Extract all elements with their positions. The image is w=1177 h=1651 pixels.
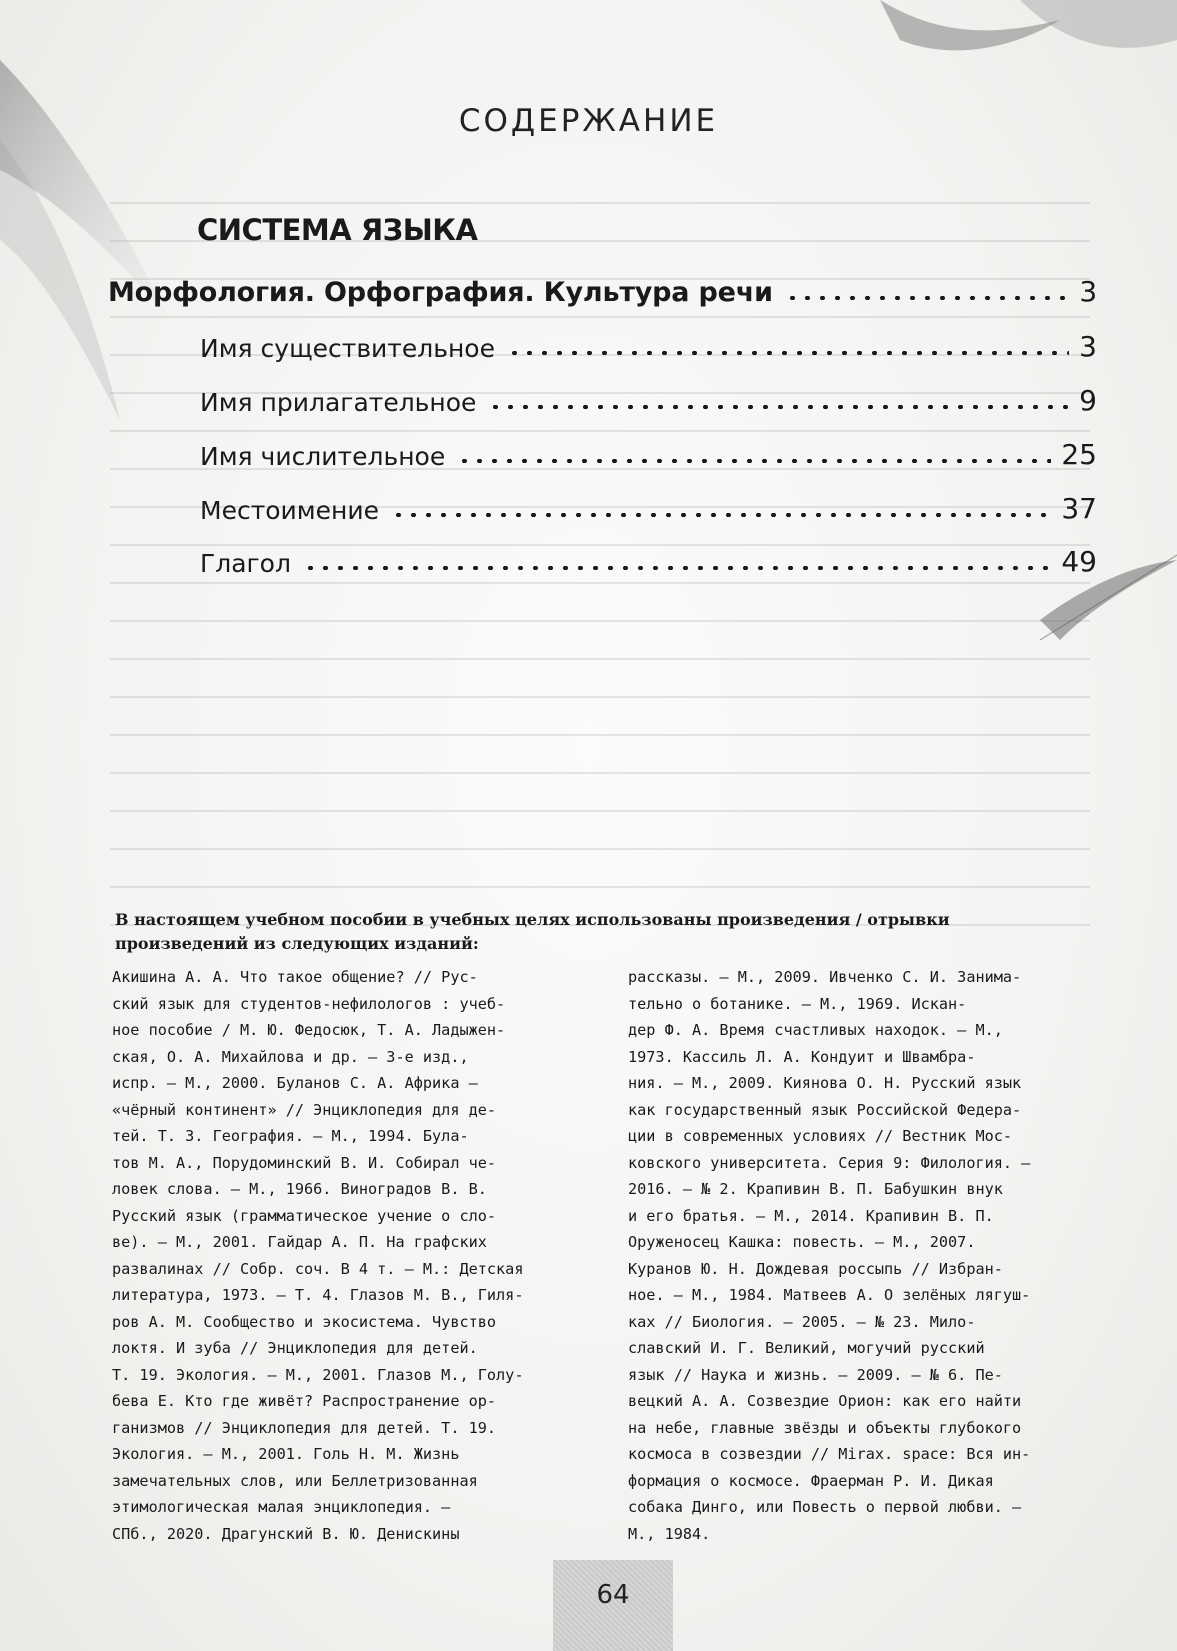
source-line: Т. 19. Экология. — М., 2001. Глазов М., Голу- bbox=[112, 1365, 524, 1384]
source-line: ганизмов // Энциклопедия для детей. Т. 19. bbox=[112, 1418, 497, 1437]
toc-entry[interactable] bbox=[200, 485, 1097, 525]
toc-page-number: 3 bbox=[1079, 275, 1097, 308]
source-line: тей. Т. 3. География. — М., 1994. Була- bbox=[112, 1127, 469, 1145]
source-line: ловек слова. — М., 1966. Виноградов В. В. bbox=[112, 1180, 487, 1198]
source-line: ров А. М. Сообщество и экосистема. Чувство bbox=[112, 1312, 497, 1331]
source-line: ский язык для студентов-нефилологов : учеб- bbox=[112, 994, 506, 1013]
source-line: Акишина А. А. Что такое общение? // Рус- bbox=[112, 968, 478, 986]
source-line: бева Е. Кто где живёт? Распространение ор- bbox=[112, 1392, 497, 1410]
source-line: развалинах // Собр. соч. В 4 т. — М.: Детская bbox=[112, 1259, 524, 1278]
leader-dots bbox=[391, 513, 1051, 517]
source-line: ве). — М., 2001. Гайдар А. П. На графских bbox=[112, 1233, 487, 1251]
source-line: тельно о ботанике. — М., 1969. Искан- bbox=[628, 994, 967, 1013]
source-line: вецкий А. А. Созвездие Орион: как его найти bbox=[628, 1392, 1022, 1410]
source-line: собака Динго, или Повесть о первой любви. — bbox=[628, 1498, 1022, 1516]
source-line: ках // Биология. — 2005. — № 23. Мило- bbox=[628, 1312, 976, 1331]
toc-page-number: 9 bbox=[1079, 384, 1097, 417]
toc-entry-label: Морфология. Орфография. Культура речи bbox=[108, 277, 773, 308]
source-line: «чёрный континент» // Энциклопедия для де- bbox=[112, 1100, 497, 1119]
source-line: на небе, главные звёзды и объекты глубокого bbox=[628, 1418, 1022, 1437]
source-line: СПб., 2020. Драгунский В. Ю. Денискины bbox=[112, 1524, 460, 1543]
source-line: тов М. А., Порудоминский В. И. Собирал че- bbox=[112, 1153, 497, 1172]
source-line: ния. — М., 2009. Киянова О. Н. Русский язык bbox=[628, 1074, 1022, 1092]
source-line: космоса в созвездии // Mirax. space: Вся ин- bbox=[628, 1445, 1031, 1463]
toc-entry-label: Имя прилагательное bbox=[200, 388, 477, 417]
sources-column-right bbox=[628, 964, 1108, 1547]
sources-column-left bbox=[112, 964, 592, 1547]
toc-page-number: 37 bbox=[1061, 492, 1097, 525]
source-line: М., 1984. bbox=[628, 1524, 711, 1543]
section-heading: СИСТЕМА ЯЗЫКА bbox=[197, 213, 478, 247]
source-line: 1973. Кассиль Л. А. Кондуит и Швамбра- bbox=[628, 1047, 976, 1066]
toc-entry-label: Имя числительное bbox=[200, 442, 446, 471]
source-line: замечательных слов, или Беллетризованная bbox=[112, 1471, 478, 1490]
source-line: Оруженосец Кашка: повесть. — М., 2007. bbox=[628, 1233, 976, 1251]
source-line: дер Ф. А. Время счастливых находок. — М., bbox=[628, 1021, 1003, 1039]
source-line: как государственный язык Российской Федера- bbox=[628, 1100, 1022, 1119]
source-line: рассказы. — М., 2009. Ивченко С. И. Занима- bbox=[628, 968, 1022, 986]
toc-entry-label: Имя существительное bbox=[200, 334, 495, 363]
source-line: ции в современных условиях // Вестник Мос- bbox=[628, 1127, 1013, 1145]
leader-dots bbox=[785, 296, 1070, 300]
toc-page-number: 25 bbox=[1061, 438, 1097, 471]
toc-page-number: 3 bbox=[1079, 330, 1097, 363]
toc-entry[interactable] bbox=[200, 377, 1097, 417]
leader-dots bbox=[457, 459, 1051, 463]
toc-entry-label: Местоимение bbox=[200, 496, 380, 525]
toc-entry-main[interactable] bbox=[108, 268, 1097, 308]
source-line: Экология. — М., 2001. Голь Н. М. Жизнь bbox=[112, 1445, 460, 1463]
source-line: 2016. — № 2. Крапивин В. П. Бабушкин внук bbox=[628, 1180, 1003, 1198]
source-line: ное. — М., 1984. Матвеев А. О зелёных лягуш- bbox=[628, 1286, 1031, 1304]
source-line: Русский язык (грамматическое учение о сло- bbox=[112, 1206, 497, 1225]
source-line: славский И. Г. Великий, могучий русский bbox=[628, 1339, 985, 1357]
toc-entry[interactable] bbox=[200, 538, 1097, 578]
page-title: СОДЕРЖАНИЕ bbox=[458, 103, 719, 139]
toc-entry[interactable] bbox=[200, 431, 1097, 471]
source-line: язык // Наука и жизнь. — 2009. — № 6. Пе- bbox=[628, 1365, 1003, 1384]
toc-entry[interactable] bbox=[200, 323, 1097, 363]
source-line: формация о космосе. Фраерман Р. И. Дикая bbox=[628, 1471, 994, 1490]
toc-page-number: 49 bbox=[1061, 545, 1097, 578]
source-line: литература, 1973. — Т. 4. Глазов М. В., Гиля- bbox=[112, 1286, 524, 1304]
source-line: ное пособие / М. Ю. Федосюк, Т. А. Ладыжен- bbox=[112, 1021, 506, 1039]
source-line: ковского университета. Серия 9: Филология. — bbox=[628, 1153, 1031, 1172]
leader-dots bbox=[488, 405, 1069, 409]
toc-entry-label: Глагол bbox=[200, 549, 291, 578]
source-line: локтя. И зуба // Энциклопедия для детей. bbox=[112, 1339, 478, 1357]
source-line: этимологическая малая энциклопедия. — bbox=[112, 1498, 451, 1516]
leader-dots bbox=[507, 351, 1069, 355]
source-line: и его братья. — М., 2014. Крапивин В. П. bbox=[628, 1206, 994, 1225]
source-line: испр. — М., 2000. Буланов С. А. Африка — bbox=[112, 1074, 478, 1092]
leader-dots bbox=[303, 566, 1051, 570]
source-line: ская, О. А. Михайлова и др. — 3-е изд., bbox=[112, 1047, 469, 1066]
page-number: 64 bbox=[596, 1580, 630, 1610]
sources-heading: В настоящем учебном пособии в учебных целях использованы произведения / отрывки произведений из следующих изданий: bbox=[115, 910, 950, 953]
source-line: Куранов Ю. Н. Дождевая россыпь // Избран- bbox=[628, 1259, 1003, 1278]
